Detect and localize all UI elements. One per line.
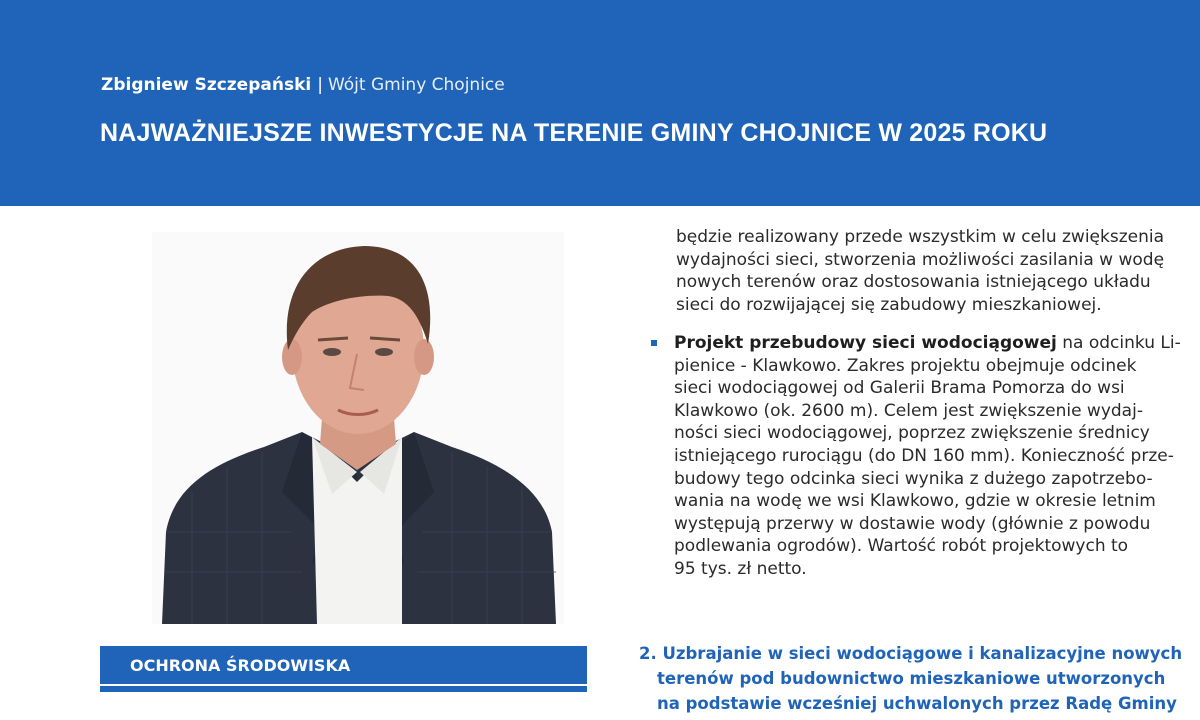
- text-line: 95 tys. zł netto.: [674, 558, 807, 579]
- author-line: [101, 74, 505, 96]
- text-line: budowy tego odcinka sieci wynika z dużego zapotrzebo-: [674, 468, 1153, 489]
- section-heading: [100, 646, 587, 692]
- section-heading-label: OCHRONA ŚRODOWISKA: [130, 656, 351, 675]
- author-separator: |: [317, 75, 323, 95]
- intro-paragraph: [676, 226, 1165, 316]
- text-line: Klawkowo (ok. 2600 m). Celem jest zwiększenie wydaj-: [674, 400, 1143, 421]
- header-banner: [0, 0, 1200, 206]
- text-line: podlewania ogrodów). Wartość robót projektowych to: [674, 536, 1129, 557]
- text-line: terenów pod budownictwo mieszkaniowe utworzonych: [657, 669, 1166, 688]
- project-bullet-item: [674, 332, 1181, 581]
- text-line: nowych terenów oraz dostosowania istniejącego układu: [676, 272, 1151, 293]
- text-line: pienice - Klawkowo. Zakres projektu obejmuje odcinek: [674, 355, 1137, 376]
- project-first-line-rest: na odcinku Li-: [1056, 333, 1181, 353]
- text-line: istniejącego rurociągu (do DN 160 mm). Konieczność prze-: [674, 445, 1174, 466]
- text-line: sieci do rozwijającej się zabudowy mieszkaniowej.: [676, 294, 1102, 315]
- text-line: 2. Uzbrajanie w sieci wodociągowe i kanalizacyjne nowych: [639, 644, 1183, 663]
- author-name: Zbigniew Szczepański: [101, 75, 312, 95]
- text-line: na podstawie wcześniej uchwalonych przez Radę Gminy: [657, 694, 1177, 713]
- page-title: NAJWAŻNIEJSZE INWESTYCJE NA TERENIE GMINY CHOJNICE W 2025 ROKU: [100, 119, 1048, 147]
- text-line: wania na wodę we wsi Klawkowo, gdzie w okresie letnim: [674, 491, 1156, 512]
- text-line: będzie realizowany przede wszystkim w celu zwiększenia: [676, 227, 1165, 247]
- numbered-item-heading: [639, 641, 1183, 716]
- section-heading-underline: [100, 686, 587, 692]
- text-line: występują przerwy w dostawie wody (głównie z powodu: [674, 513, 1151, 534]
- text-line: ności sieci wodociągowej, poprzez zwiększenie średnicy: [674, 423, 1150, 444]
- text-line: [674, 332, 1181, 355]
- portrait-illustration: [152, 232, 564, 624]
- portrait-photo: [152, 232, 564, 624]
- bullet-square-icon: [651, 340, 657, 346]
- project-title: Projekt przebudowy sieci wodociągowej: [674, 333, 1057, 353]
- author-role: Wójt Gminy Chojnice: [327, 75, 505, 95]
- text-line: sieci wodociągowej od Galerii Brama Pomorza do wsi: [674, 378, 1125, 399]
- text-line: wydajności sieci, stworzenia możliwości zasilania w wodę: [676, 249, 1165, 270]
